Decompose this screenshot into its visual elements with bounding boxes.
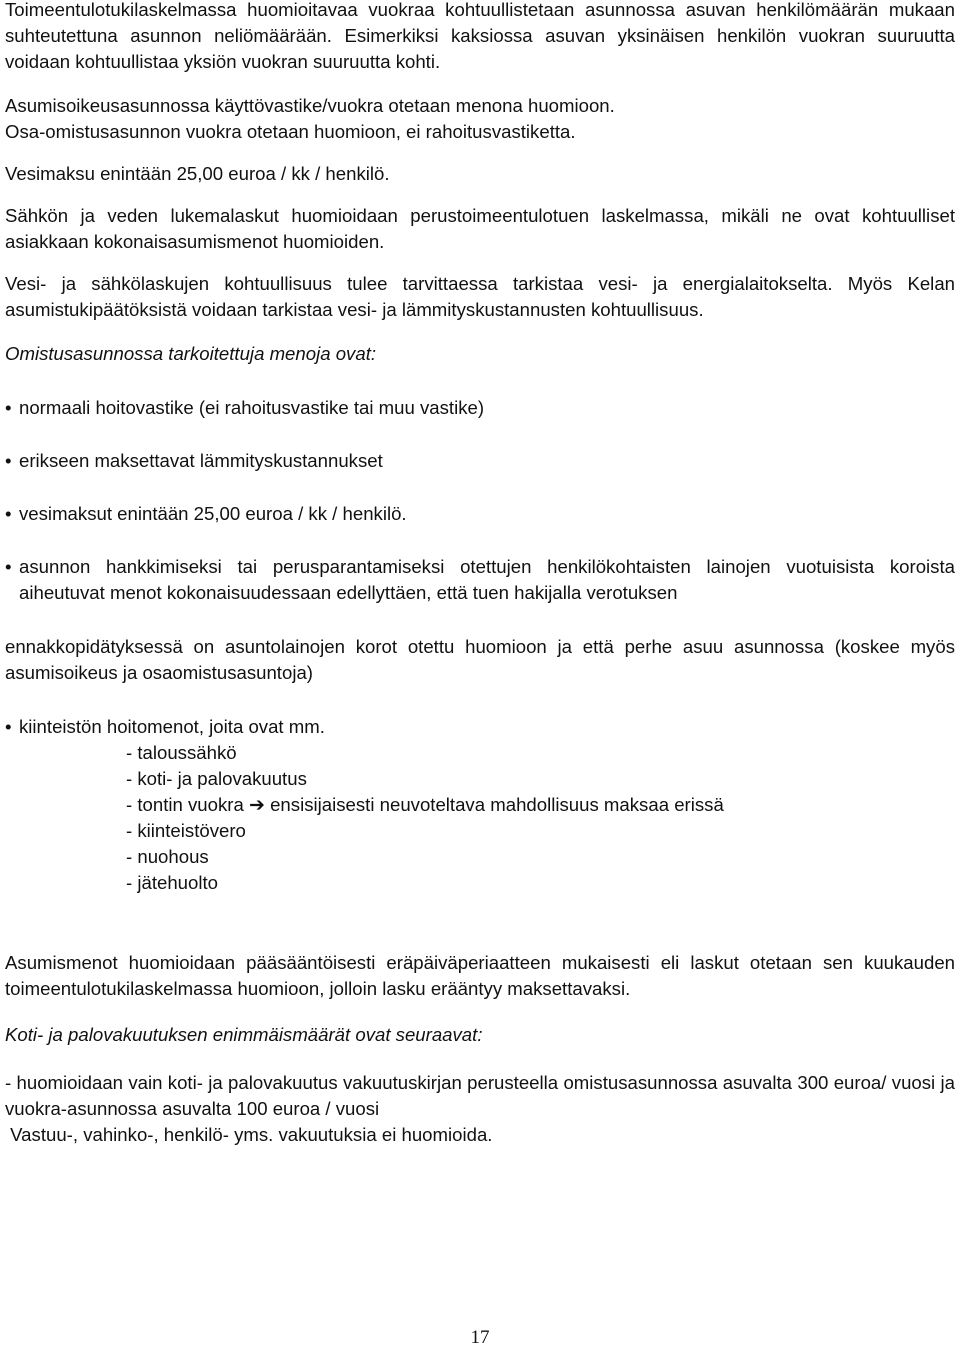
bullet-item — [5, 714, 955, 740]
sub-list — [126, 740, 955, 896]
paragraph-tax-withholding: ennakkopidätyksessä on asuntolainojen korot otettu huomioon ja että perhe asuu asunnossa (koskee myös asumisoikeus ja osaomistusasuntoja) — [5, 636, 955, 683]
bullet-text: asunnon hankkimiseksi tai perusparantamiseksi otettujen henkilökohtaisten lainojen vuotuisista koroista aiheutuvat menot kokonaisuudessaan edellyttäen, että tuen hakijalla verotuksen — [19, 556, 955, 603]
paragraph-other-insurance: Vastuu-, vahinko-, henkilö- yms. vakuutuksia ei huomioida. — [5, 1124, 493, 1145]
bullet-item — [5, 395, 955, 421]
paragraph-rent-adjustment: Toimeentulotukilaskelmassa huomioitavaa vuokraa kohtuullistetaan asunnossa asuvan henkilömäärän mukaan suhteutettuna asunnon neliömäärään. Esimerkiksi kaksiossa asuvan yksinäisen henkilön vuokran suuruutta voidaan kohtuullistaa yksiön vuokran suuruutta kohti. — [5, 0, 955, 72]
paragraph-water-fee: Vesimaksu enintään 25,00 euroa / kk / henkilö. — [5, 163, 390, 184]
paragraph-meter-bills: Sähkön ja veden lukemalaskut huomioidaan perustoimeentulotuen laskelmassa, mikäli ne ovat kohtuulliset asiakkaan kokonaisasumismenot huomioiden. — [5, 205, 955, 252]
paragraph-part-ownership: Osa-omistusasunnon vuokra otetaan huomioon, ei rahoitusvastiketta. — [5, 121, 576, 142]
bullet-dot: • — [5, 716, 12, 737]
bullet-dot: • — [5, 556, 12, 577]
bullet-item — [5, 448, 955, 474]
bullet-item — [5, 554, 955, 606]
bullet-text: normaali hoitovastike (ei rahoitusvastike tai muu vastike) — [19, 397, 485, 418]
bullet-dot: • — [5, 450, 12, 471]
heading-insurance-limits: Koti- ja palovakuutuksen enimmäismäärät ovat seuraavat: — [5, 1024, 483, 1045]
paragraph-reasonableness: Vesi- ja sähkölaskujen kohtuullisuus tulee tarvittaessa tarkistaa vesi- ja energialaitokselta. Myös Kelan asumistukipäätöksistä voidaan tarkistaa vesi- ja lämmityskustannusten kohtuullisuus. — [5, 273, 955, 320]
right-arrow-icon: ➔ — [249, 794, 265, 816]
heading-owner-expenses: Omistusasunnossa tarkoitettuja menoja ovat: — [5, 343, 377, 364]
paragraph-insurance-amounts: - huomioidaan vain koti- ja palovakuutus vakuutuskirjan perusteella omistusasunnossa asuvalta 300 euroa/ vuosi ja vuokra-asunnossa asuvalta 100 euroa / vuosi — [5, 1072, 955, 1119]
sub-list-item: - nuohous — [126, 846, 209, 867]
document-page — [5, 0, 955, 1148]
sub-list-item: - kiinteistövero — [126, 820, 246, 841]
sub-list-item: - taloussähkö — [126, 742, 237, 763]
sub-list-item — [126, 792, 955, 818]
bullet-item — [5, 501, 955, 527]
bullet-dot: • — [5, 397, 12, 418]
paragraph-right-of-occupancy: Asumisoikeusasunnossa käyttövastike/vuokra otetaan menona huomioon. — [5, 95, 615, 116]
sub-list-item: - koti- ja palovakuutus — [126, 768, 307, 789]
sub-list-item-text: - tontin vuokra — [126, 794, 244, 815]
bullet-text: erikseen maksettavat lämmityskustannukset — [19, 450, 383, 471]
sub-list-item-note: ensisijaisesti neuvoteltava mahdollisuus maksaa erissä — [270, 794, 724, 815]
bullet-text: kiinteistön hoitomenot, joita ovat mm. — [19, 716, 325, 737]
sub-list-item: - jätehuolto — [126, 872, 218, 893]
bullet-text: vesimaksut enintään 25,00 euroa / kk / henkilö. — [19, 503, 407, 524]
paragraph-due-date-principle: Asumismenot huomioidaan pääsääntöisesti eräpäiväperiaatteen mukaisesti eli laskut otetaan sen kuukauden toimeentulotukilaskelmassa huomioon, jolloin lasku erääntyy maksettavaksi. — [5, 952, 955, 999]
bullet-dot: • — [5, 503, 12, 524]
page-number: 17 — [470, 1327, 490, 1348]
